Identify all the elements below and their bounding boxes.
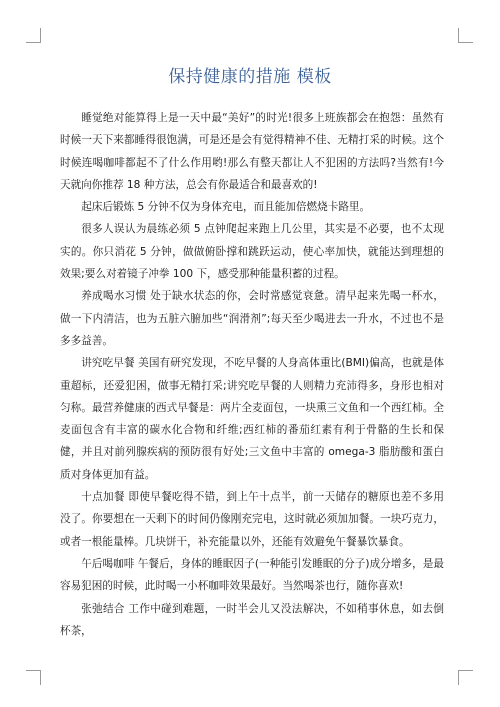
crop-mark-top-left xyxy=(26,28,41,43)
paragraph-drink-water: 养成喝水习惯 处于缺水状态的你，会时常感觉衰惫。清早起来先喝一杯水，做一下内清洁，也为五脏六腑加些“润滑剂”;每天至少喝进去一升水，不过也不是多多益善。 xyxy=(60,290,444,347)
paragraph-intro: 睡觉绝对能算得上是一天中最“美好”的时光!很多上班族都会在抱怨：虽然有时候一天下来都睡得很饱满，可是还是会有觉得精神不佳、无精打采的时候。这个时候连喝咖啡都起不了什么作用哟!那么有整天都让人不犯困的方法吗?当然有!今天就向你推荐 18 种方法，总会有你最适合和最喜欢的! xyxy=(60,112,444,191)
paragraph-morning-exercise-detail: 很多人误认为晨练必须 5 点钟爬起来跑上几公里，其实是不必要，也不太现实的。你只消花 5 分钟，做做俯卧撑和跳跃运动，使心率加快，就能达到理想的效果;要么对着镜子冲拳 100 下，感受那种能量积蓄的过程。 xyxy=(60,223,444,281)
document-title: 保持健康的措施 模板 xyxy=(168,67,332,87)
paragraph-morning-exercise: 起床后锻炼 5 分钟不仅为身体充电，而且能加倍燃烧卡路里。 xyxy=(81,201,371,214)
paragraph-coffee: 午后喝咖啡 午餐后，身体的睡眠因子(一种能引发睡眠的分子)成分增多，是最容易犯困的时候，此时喝一小杯咖啡效果最好。当然喝茶也行，随你喜欢! xyxy=(60,557,444,593)
paragraph-snack: 十点加餐 即使早餐吃得不错，到上午十点半，前一天储存的糖原也差不多用没了。你要想在一天剩下的时间仍像刚充完电，这时就必须加加餐。一块巧克力，或者一根能量棒。几块饼干，补充能量以外，还能有效避免午餐暴饮暴食。 xyxy=(60,491,444,548)
paragraph-relax: 张弛结合 工作中碰到难题，一时半会儿又没法解决，不如稍事休息，如去倒杯茶， xyxy=(60,602,444,637)
crop-mark-top-right xyxy=(458,28,473,43)
crop-mark-bottom-right xyxy=(458,670,473,685)
document-body xyxy=(60,107,444,642)
crop-mark-bottom-left xyxy=(26,670,41,685)
paragraph-breakfast: 讲究吃早餐 美国有研究发现，不吃早餐的人身高体重比(BMI)偏高，也就是体重超标，还爱犯困，做事无精打采;讲究吃早餐的人则精力充沛得多，身形也相对匀称。最营养健康的西式早餐是：两片全麦面包，一块熏三文鱼和一个西红柿。全麦面包含有丰富的碳水化合物和纤维;西红柿的番茄红素有利于骨骼的生长和保健，并且对前列腺疾病的预防很有好处;三文鱼中丰富的 omega-3 脂肪酸和蛋白质对身体更加有益。 xyxy=(60,357,444,481)
